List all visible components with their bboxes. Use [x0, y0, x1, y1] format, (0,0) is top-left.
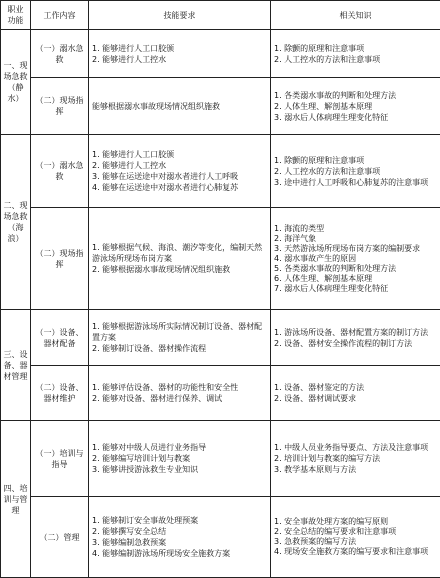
skill-cell — [89, 208, 271, 310]
knowledge-cell — [271, 497, 440, 578]
skill-item: 2. 能够进行人工控水 — [92, 54, 267, 65]
skill-item: 2. 能够编写培训计划与教案 — [92, 453, 267, 464]
skill-cell — [89, 421, 271, 497]
knowledge-item: 1. 除颤的原理和注意事项 — [274, 43, 437, 54]
skill-item: 4. 能够在运送途中对溺水者进行心肺复苏 — [92, 182, 267, 193]
function-cell: 四、培训与管理 — [1, 421, 31, 578]
knowledge-item: 1. 游泳场所设备、器材配置方案的制订方法 — [274, 327, 437, 338]
knowledge-cell — [271, 310, 440, 366]
knowledge-item: 2. 培训计划与教案的编写方法 — [274, 453, 437, 464]
skill-item: 1. 能够根据游泳场所实际情况制订设备、器材配置方案 — [92, 321, 267, 343]
work-cell: （二）管理 — [31, 497, 89, 578]
knowledge-item: 1. 中级人员业务指导要点、方法及注意事项 — [274, 442, 437, 453]
table-row — [1, 497, 440, 578]
skill-cell — [89, 78, 271, 135]
skill-item: 2. 能够进行人工控水 — [92, 160, 267, 171]
knowledge-item: 3. 途中进行人工呼吸和心肺复苏的注意事项 — [274, 177, 437, 188]
work-cell: （一）溺水急救 — [31, 135, 89, 208]
skill-item: 1. 能够进行人工口胶颁 — [92, 43, 267, 54]
skill-item: 1. 能够根据气候、海浪、潮汐等变化，编制天然游泳场所现场布岗方案 — [92, 242, 267, 264]
skill-item: 2. 能够对设备、器材进行保养、调试 — [92, 393, 267, 404]
knowledge-cell — [271, 208, 440, 310]
knowledge-item: 5. 各类溺水事故的判断和处理方法 — [274, 264, 437, 274]
skill-item: 1. 能够对中级人员进行业务指导 — [92, 442, 267, 453]
knowledge-item: 7. 溺水后人体病理生理变化特征 — [274, 284, 437, 294]
work-cell: （一）培训与指导 — [31, 421, 89, 497]
header-skill-requirements: 技能要求 — [89, 1, 271, 30]
table-header-row — [1, 1, 440, 30]
skill-cell — [89, 30, 271, 78]
knowledge-cell — [271, 366, 440, 421]
knowledge-item: 2. 人工控水的方法和注意事项 — [274, 54, 437, 65]
header-related-knowledge: 相关知识 — [271, 1, 440, 30]
knowledge-cell — [271, 78, 440, 135]
skill-item: 能够根据溺水事故现场情况组织施救 — [92, 101, 267, 112]
knowledge-item: 3. 溺水后人体病理生理变化特征 — [274, 112, 437, 123]
skill-item: 3. 能够讲授游泳救生专业知识 — [92, 464, 267, 475]
skill-cell — [89, 497, 271, 578]
skill-item: 2. 能够制订设备、器材操作流程 — [92, 343, 267, 354]
work-cell: （一）溺水急救 — [31, 30, 89, 78]
knowledge-item: 2. 海洋气象 — [274, 234, 437, 244]
knowledge-item: 2. 设备、器材安全操作流程的制订方法 — [274, 338, 437, 349]
skill-item: 2. 能够撰写安全总结 — [92, 526, 267, 537]
table-row — [1, 30, 440, 78]
knowledge-cell — [271, 421, 440, 497]
knowledge-item: 2. 人工控水的方法和注意事项 — [274, 166, 437, 177]
header-function: 职业功能 — [1, 1, 31, 30]
skill-cell — [89, 366, 271, 421]
knowledge-item: 4. 溺水事故产生的原因 — [274, 254, 437, 264]
function-cell: 二、现场急救（海浪） — [1, 135, 31, 310]
function-cell: 一、现场急救（静水） — [1, 30, 31, 135]
skill-cell — [89, 310, 271, 366]
skill-item: 1. 能够进行人工口胶颁 — [92, 149, 267, 160]
knowledge-item: 1. 安全事故处理方案的编写原则 — [274, 517, 437, 527]
skill-item: 4. 能够编制游泳场所现场安全施救方案 — [92, 548, 267, 559]
work-cell: （一）设备、器材配备 — [31, 310, 89, 366]
knowledge-item: 3. 天然游泳场所现场布岗方案的编制要求 — [274, 244, 437, 254]
knowledge-item: 1. 除颤的原理和注意事项 — [274, 155, 437, 166]
knowledge-item: 2. 安全总结的编写要求和注意事项 — [274, 527, 437, 537]
knowledge-cell — [271, 30, 440, 78]
knowledge-item: 4. 现场安全施救方案的编写要求和注意事项 — [274, 547, 437, 557]
knowledge-item: 1. 设备、器材鉴定的方法 — [274, 382, 437, 393]
function-cell: 三、设备、器材管理 — [1, 310, 31, 421]
skill-item: 2. 能够根据溺水事故现场情况组织施救 — [92, 264, 267, 275]
knowledge-item: 1. 海流的类型 — [274, 224, 437, 234]
knowledge-item: 1. 各类溺水事故的判断和处理方法 — [274, 90, 437, 101]
table-row — [1, 208, 440, 310]
work-cell: （二）设备、器材维护 — [31, 366, 89, 421]
knowledge-item: 3. 教学基本原则与方法 — [274, 464, 437, 475]
knowledge-item: 2. 设备、器材调试要求 — [274, 393, 437, 404]
work-cell: （二）现场指挥 — [31, 78, 89, 135]
work-cell: （二）现场指挥 — [31, 208, 89, 310]
header-work-content: 工作内容 — [31, 1, 89, 30]
skill-item: 3. 能够编制急救预案 — [92, 537, 267, 548]
table-row — [1, 135, 440, 208]
knowledge-item: 6. 人体生理、解剖基本原理 — [274, 274, 437, 284]
skill-item: 3. 能够在运送途中对溺水者进行人工呼吸 — [92, 171, 267, 182]
knowledge-item: 3. 急救预案的编写方法 — [274, 537, 437, 547]
table-row — [1, 366, 440, 421]
knowledge-item: 2. 人体生理、解剖基本原理 — [274, 101, 437, 112]
table-row — [1, 421, 440, 497]
skill-item: 1. 能够制订安全事故处理预案 — [92, 515, 267, 526]
skill-cell — [89, 135, 271, 208]
table-row — [1, 78, 440, 135]
table-row — [1, 310, 440, 366]
skill-item: 1. 能够评估设备、器材的功能性和安全性 — [92, 382, 267, 393]
knowledge-cell — [271, 135, 440, 208]
